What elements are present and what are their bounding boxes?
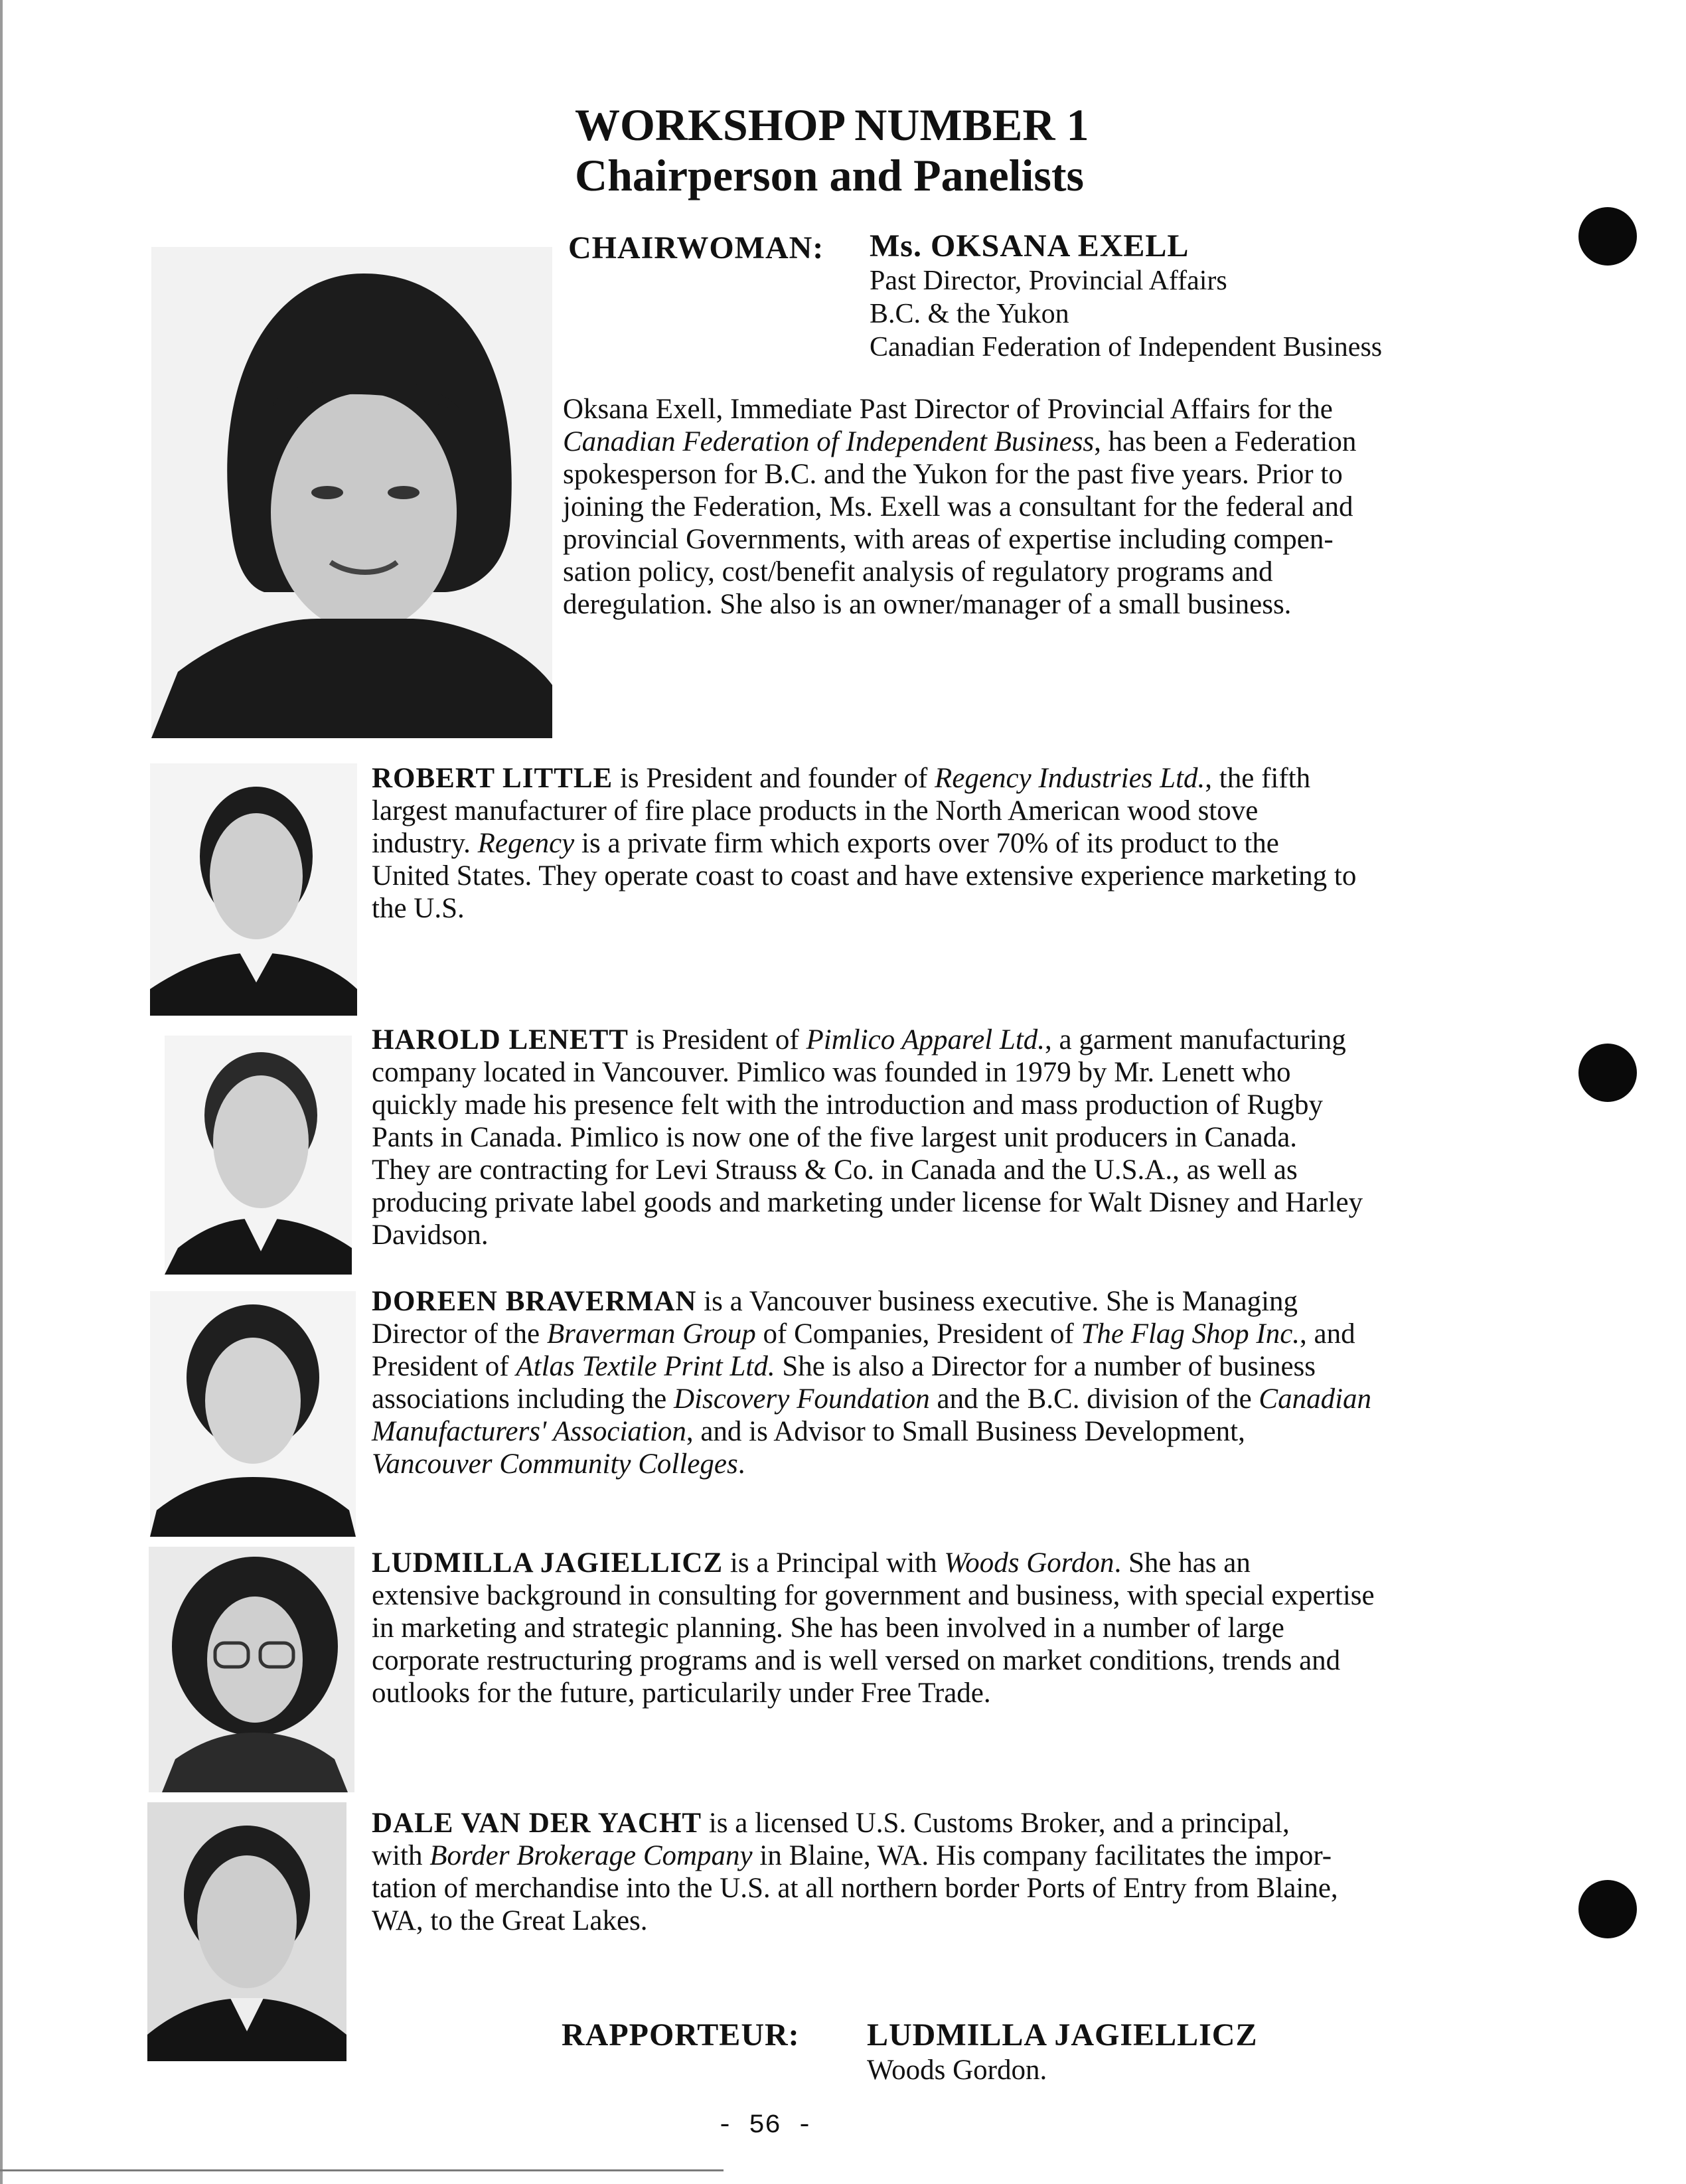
page-title: WORKSHOP NUMBER 1 [575,100,1089,150]
bio-line: United States. They operate coast to coast and have extensive experience marketing to [372,860,1357,892]
bio-line: deregulation. She also is an owner/manager of a small business. [563,589,1292,620]
bio-line: Manufacturers' Association, and is Advisor to Small Business Development, [372,1416,1245,1447]
bio-line: in marketing and strategic planning. She has been involved in a number of large [372,1612,1284,1644]
bio-line: They are contracting for Levi Strauss & Co. in Canada and the U.S.A., as well as [372,1154,1298,1186]
panelist-bio [372,1024,1363,1251]
bio-line: with Border Brokerage Company in Blaine, WA. His company facilitates the impor- [372,1840,1332,1871]
bio-line: corporate restructuring programs and is well versed on market conditions, trends and [372,1645,1341,1676]
panelist-name: HAROLD LENETT [372,1024,629,1055]
bio-line: Canadian Federation of Independent Business, has been a Federation [563,426,1357,457]
panelist-bio [372,1285,1371,1480]
bio-line: Director of the Braverman Group of Companies, President of The Flag Shop Inc., and [372,1318,1355,1350]
bio-line: extensive background in consulting for government and business, with special expertise [372,1580,1375,1611]
chair-title-line: B.C. & the Yukon [870,299,1069,329]
panelist-name: ROBERT LITTLE [372,763,613,794]
bio-line: WA, to the Great Lakes. [372,1905,648,1936]
bio-line: President of Atlas Textile Print Ltd. She is also a Director for a number of business [372,1351,1316,1382]
panelist-name: LUDMILLA JAGIELLICZ [372,1547,724,1579]
panelist-portrait-photo [165,1036,352,1275]
bio-line: joining the Federation, Ms. Exell was a consultant for the federal and [563,491,1353,522]
bio-line: producing private label goods and marketing under license for Walt Disney and Harley [372,1187,1363,1218]
chair-header [870,228,1382,364]
panelist-portrait-photo [147,1802,346,2061]
bottom-rule [0,2169,724,2171]
rapporteur-name: LUDMILLA JAGIELLICZ [867,2017,1258,2053]
panelist-portrait-photo [150,763,357,1016]
rapporteur-label: RAPPORTEUR: [562,2017,800,2053]
bio-line: outlooks for the future, particularily under Free Trade. [372,1677,991,1709]
bio-line: industry. Regency is a private firm which exports over 70% of its product to the [372,828,1279,859]
bio-line: provincial Governments, with areas of expertise including compen- [563,524,1334,555]
bio-line: spokesperson for B.C. and the Yukon for the past five years. Prior to [563,459,1343,490]
panelist-bio [372,1547,1375,1709]
panelist-name: DOREEN BRAVERMAN [372,1286,697,1317]
binder-hole-top [1578,207,1637,266]
bio-line: quickly made his presence felt with the introduction and mass production of Rugby [372,1089,1324,1121]
chair-portrait-photo [151,247,552,738]
bio-line: sation policy, cost/benefit analysis of regulatory programs and [563,556,1273,587]
left-scan-edge [0,0,3,2184]
page-subtitle: Chairperson and Panelists [575,150,1084,200]
bio-line: LUDMILLA JAGIELLICZ is a Principal with Woods Gordon. She has an [372,1547,1251,1579]
page-number: - 56 - [717,2111,813,2141]
bio-line: tation of merchandise into the U.S. at all northern border Ports of Entry from Blaine, [372,1873,1338,1904]
chair-role-label: CHAIRWOMAN: [568,230,824,266]
bio-line: Pants in Canada. Pimlico is now one of the five largest unit producers in Canada. [372,1122,1298,1153]
bio-line: Davidson. [372,1219,489,1251]
chair-name: Ms. OKSANA EXELL [870,228,1189,264]
chair-bio [563,393,1356,621]
panelist-portrait-photo [149,1547,354,1792]
bio-line: largest manufacturer of fire place products in the North American wood stove [372,795,1259,826]
bio-line: company located in Vancouver. Pimlico was founded in 1979 by Mr. Lenett who [372,1057,1291,1088]
bio-line: DOREEN BRAVERMAN is a Vancouver business executive. She is Managing [372,1286,1298,1317]
bio-line: the U.S. [372,893,465,924]
bio-line: Vancouver Community Colleges. [372,1448,745,1480]
panelist-portrait-photo [150,1291,356,1537]
binder-hole-bottom [1578,1880,1637,1938]
panelist-bio [372,762,1356,925]
chair-title-line: Past Director, Provincial Affairs [870,266,1227,296]
bio-line: Oksana Exell, Immediate Past Director of Provincial Affairs for the [563,394,1333,425]
bio-line: ROBERT LITTLE is President and founder of Regency Industries Ltd., the fifth [372,763,1311,794]
bio-line: HAROLD LENETT is President of Pimlico Apparel Ltd., a garment manufacturing [372,1024,1346,1055]
chair-title-line: Canadian Federation of Independent Business [870,332,1383,362]
panelist-name: DALE VAN DER YACHT [372,1808,702,1839]
rapporteur-affiliation: Woods Gordon. [867,2055,1047,2086]
bio-line: associations including the Discovery Foundation and the B.C. division of the Canadian [372,1383,1372,1415]
binder-hole-middle [1578,1044,1637,1102]
panelist-bio [372,1807,1338,1937]
bio-line: DALE VAN DER YACHT is a licensed U.S. Customs Broker, and a principal, [372,1808,1290,1839]
